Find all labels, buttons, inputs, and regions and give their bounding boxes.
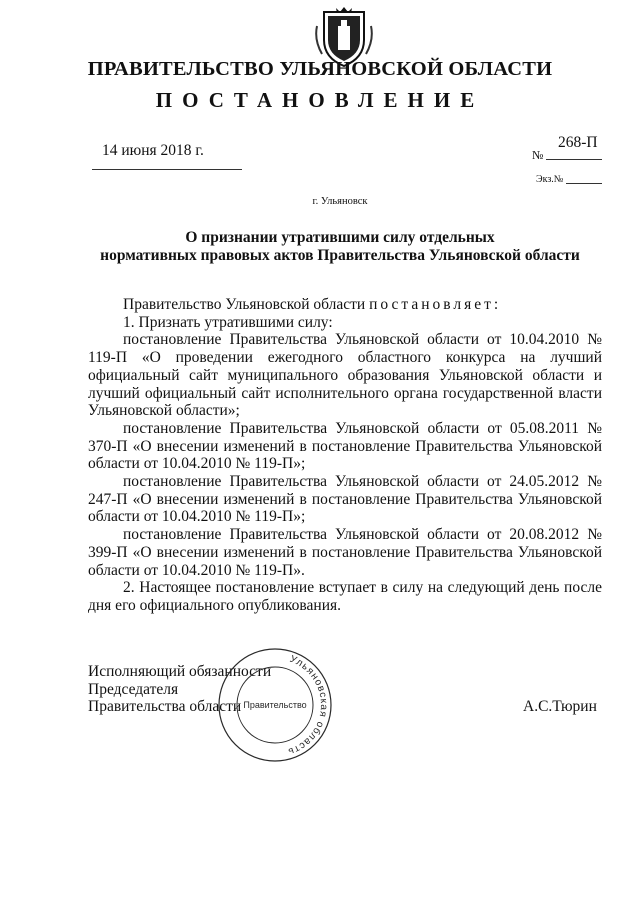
date-underline bbox=[92, 169, 242, 170]
copy-number-label: Экз.№ bbox=[536, 174, 564, 185]
signature-line-3: Правительства области bbox=[88, 698, 242, 716]
copy-number-underline bbox=[566, 183, 602, 184]
number-sign: № bbox=[532, 148, 544, 162]
signature-line-2: Председателя bbox=[88, 680, 179, 698]
city: г. Ульяновск bbox=[312, 196, 368, 207]
subitem-4: постановление Правительства Ульяновской области от 20.08.2012 № 399-П «О внесении изменений в постановление Правительства Ульяновской области от 10.04.2010 № 119-П». bbox=[88, 526, 602, 579]
svg-text:Правительство: Правительство bbox=[243, 700, 307, 710]
item-2: 2. Настоящее постановление вступает в силу на следующий день после дня его официального опубликования. bbox=[88, 579, 602, 614]
svg-text:Ульяновская область: Ульяновская область bbox=[285, 653, 330, 758]
official-stamp bbox=[215, 645, 335, 765]
signature-line-1: Исполняющий обязанности bbox=[88, 663, 272, 680]
subitem-1: постановление Правительства Ульяновской области от 10.04.2010 № 119-П «О проведении ежегодного областного конкурса на лучший официальный сайт муниципального образования Ульяновской области и лучший официальный сайт исполнительного органа государственной власти Ульяновской области»; bbox=[88, 331, 602, 420]
subitem-2: постановление Правительства Ульяновской области от 05.08.2011 № 370-П «О внесении изменений в постановление Правительства Ульяновской области от 10.04.2010 № 119-П»; bbox=[88, 419, 602, 473]
number-underline bbox=[546, 159, 602, 160]
document-title bbox=[80, 229, 600, 265]
subitem-3: постановление Правительства Ульяновской области от 24.05.2012 № 247-П «О внесении изменений в постановление Правительства Ульяновской области от 10.04.2010 № 119-П»; bbox=[88, 473, 602, 526]
intro-verb: постановляет: bbox=[369, 296, 502, 313]
intro-paragraph bbox=[88, 296, 602, 314]
government-title: ПРАВИТЕЛЬСТВО УЛЬЯНОВСКОЙ ОБЛАСТИ bbox=[87, 58, 553, 80]
title-line-1: О признании утратившими силу отдельных bbox=[185, 229, 495, 246]
document-date: 14 июня 2018 г. bbox=[102, 142, 204, 159]
intro-prefix: Правительство Ульяновской области bbox=[123, 296, 366, 313]
signatory-name: А.С.Тюрин bbox=[523, 698, 597, 715]
document-number: 268-П bbox=[558, 134, 598, 151]
title-line-2: нормативных правовых актов Правительства Ульяновской области bbox=[100, 247, 580, 264]
item-1: 1. Признать утратившими силу: bbox=[123, 313, 333, 331]
document-body bbox=[88, 296, 602, 615]
document-type: ПОСТАНОВЛЕНИЕ bbox=[155, 88, 485, 112]
